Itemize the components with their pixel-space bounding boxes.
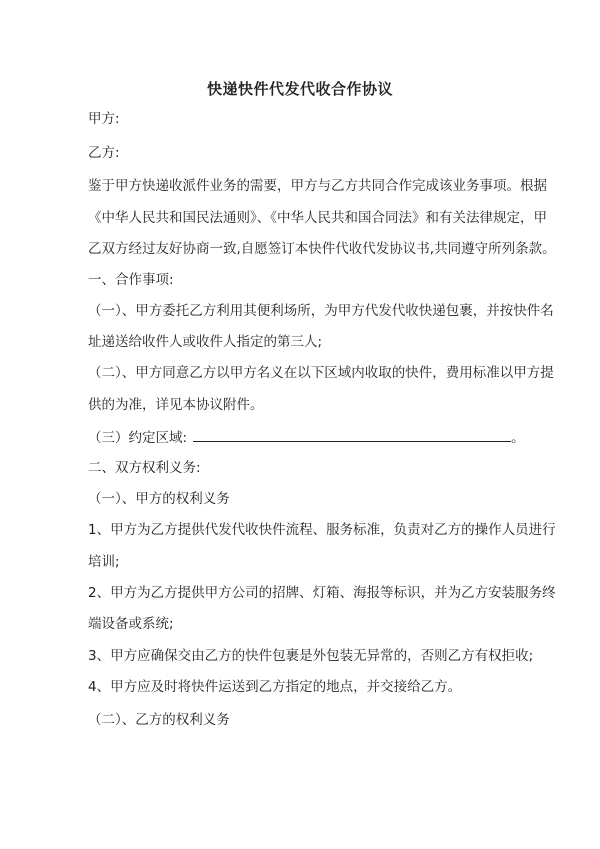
document-title: 快递快件代发代收合作协议 [206, 80, 393, 98]
section1-item2-line-1: （二）、甲方同意乙方以甲方名义在以下区域内收取的快件，费用标准以甲方提 [88, 365, 554, 381]
clause3: 3、甲方应确保交由乙方的快件包裹是外包装无异常的，否则乙方有权拒收; [88, 648, 534, 664]
section1-item1-line-2: 址递送给收件人或收件人指定的第三人; [88, 334, 323, 350]
party-b-rights-heading: （二）、乙方的权利义务 [88, 712, 230, 728]
agreed-area-label: （三）约定区域: [88, 430, 188, 446]
agreed-area-blank [193, 427, 511, 442]
section2-heading: 二、双方权利义务: [88, 460, 201, 476]
clause1-line-2: 培训; [88, 554, 120, 570]
clause2-line-2: 端设备或系统; [88, 616, 174, 632]
clause1-line-1: 1、甲方为乙方提供代发代收快件流程、服务标准，负责对乙方的操作人员进行 [88, 522, 556, 538]
party-a-rights-heading: （一）、甲方的权利义务 [88, 491, 230, 507]
party-a-label: 甲方: [88, 111, 120, 127]
preamble-line-3: 乙双方经过友好协商一致,自愿签订本快件代收代发协议书,共同遵守所列条款。 [88, 241, 556, 257]
clause4: 4、甲方应及时将快件运送到乙方指定的地点，并交接给乙方。 [88, 679, 462, 695]
clause2-line-1: 2、甲方为乙方提供甲方公司的招牌、灯箱、海报等标识，并为乙方安装服务终 [88, 585, 556, 601]
section1-item1-line-1: （一）、甲方委托乙方利用其便利场所，为甲方代发代收快递包裹，并按快件名 [88, 303, 554, 319]
agreed-area-end: 。 [511, 430, 525, 446]
preamble-line-1: 鉴于甲方快递收派件业务的需要，甲方与乙方共同合作完成该业务事项。根据 [88, 178, 547, 194]
section1-item2-line-2: 供的为准，详见本协议附件。 [88, 397, 264, 413]
party-b-label: 乙方: [88, 145, 120, 161]
preamble-line-2: 《中华人民共和国民法通则》、《中华人民共和国合同法》和有关法律规定，甲 [88, 210, 547, 226]
section1-heading: 一、合作事项: [88, 272, 174, 288]
section1-item3 [88, 427, 525, 447]
